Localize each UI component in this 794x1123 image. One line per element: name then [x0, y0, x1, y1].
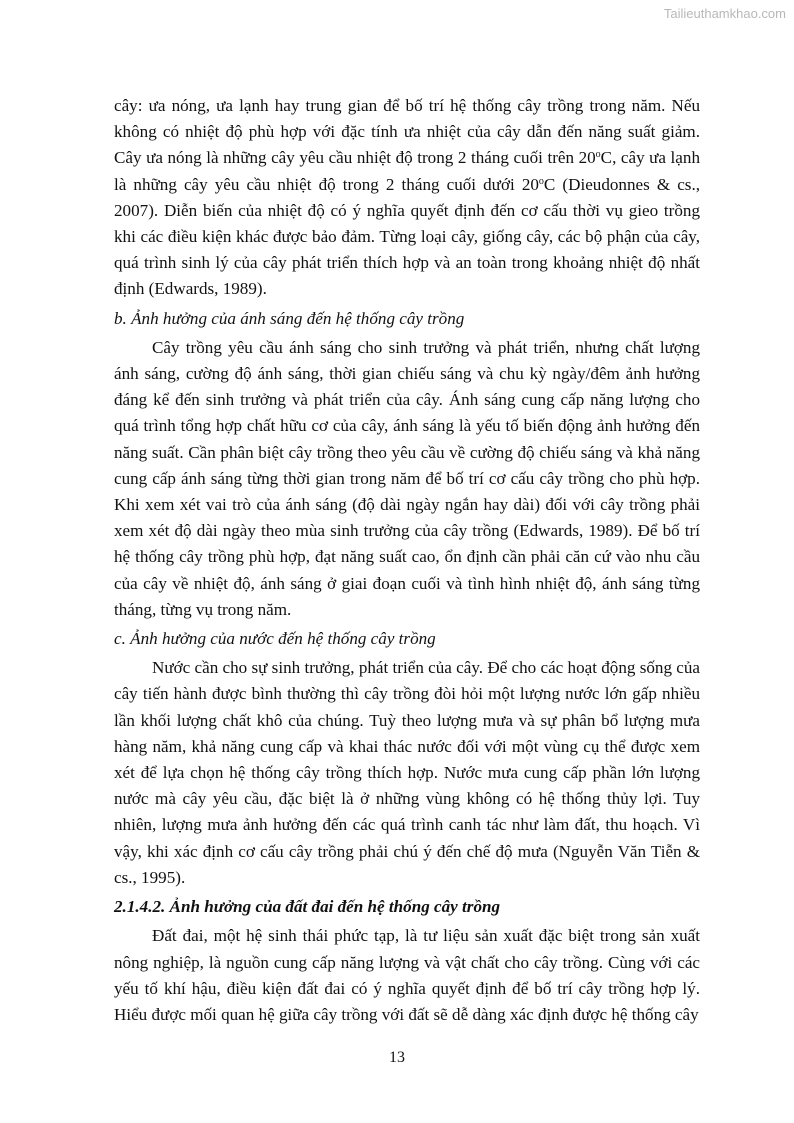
heading-light: b. Ảnh hưởng của ánh sáng đến hệ thống cây trồng: [114, 308, 465, 328]
degree-superscript: o: [595, 149, 601, 161]
paragraph-text: cây: ưa nóng, ưa lạnh hay trung gian để bố trí hệ thống cây trồng trong năm. Nếu không có nhiệt độ phù hợp với đặc tính ưa nhiệt của cây dẫn đến năng suất giảm. Cây ưa nóng là những cây yêu cầu nhiệt độ trong 2 tháng cuối trên 20: [114, 96, 700, 168]
degree-superscript: o: [538, 175, 544, 187]
paragraph-water: Nước cần cho sự sinh trưởng, phát triển của cây. Để cho các hoạt động sống của cây tiến hành được bình thường thì cây trồng đòi hỏi một lượng nước lớn gấp nhiều lần khối lượng chất khô của chúng. Tuỳ theo lượng mưa và sự phân bổ lượng mưa hàng năm, khả năng cung cấp và khai thác nước đối với một vùng cụ thể được xem xét để lựa chọn hệ thống cây trồng thích hợp. Nước mưa cung cấp phần lớn lượng nước mà cây yêu cầu, đặc biệt là ở những vùng không có hệ thống thủy lợi. Tuy nhiên, lượng mưa ảnh hưởng đến các quá trình canh tác như làm đất, thu hoạch. Vì vậy, khi xác định cơ cấu cây trồng phải chú ý đến chế độ mưa (Nguyễn Văn Tiễn & cs., 1995).: [114, 658, 700, 887]
heading-water: c. Ảnh hưởng của nước đến hệ thống cây trồng: [114, 629, 436, 649]
page-number: 13: [389, 1049, 405, 1066]
paragraph-text: C, cây ưa lạnh là những cây yêu cầu nhiệt độ trong 2 tháng cuối dưới 20: [114, 148, 700, 194]
paragraph-light: Cây trồng yêu cầu ánh sáng cho sinh trưởng và phát triển, nhưng chất lượng ánh sáng, cường độ ánh sáng, thời gian chiếu sáng và chu kỳ ngày/đêm ảnh hưởng đáng kể đến sinh trưởng và phát triển của cây. Ánh sáng cung cấp năng lượng cho quá trình tổng hợp chất hữu cơ của cây, ánh sáng là yếu tố biến động ảnh hưởng đến năng suất. Cần phân biệt cây trồng theo yêu cầu về cường độ chiếu sáng và khả năng cung cấp ánh sáng từng thời gian trong năm để bố trí cơ cấu cây trồng cho phù hợp. Khi xem xét vai trò của ánh sáng (độ dài ngày ngắn hay dài) đối với cây trồng phải xem xét độ dài ngày theo mùa sinh trưởng của cây trồng (Edwards, 1989). Để bố trí hệ thống cây trồng phù hợp, đạt năng suất cao, ổn định cần phải căn cứ vào nhu cầu của cây về nhiệt độ, ánh sáng ở giai đoạn cuối và tình hình nhiệt độ, ánh sáng từng tháng, từng vụ trong năm.: [114, 337, 700, 619]
watermark: Tailieuthamkhao.com: [663, 6, 786, 21]
paragraph-soil: Đất đai, một hệ sinh thái phức tạp, là tư liệu sản xuất đặc biệt trong sản xuất nông nghiệp, là nguồn cung cấp năng lượng và vật chất cho cây trồng. Cùng với các yếu tố khí hậu, điều kiện đất đai có ý nghĩa quyết định để bố trí cây trồng hợp lý. Hiểu được mối quan hệ giữa cây trồng với đất sẽ dễ dàng xác định được hệ thống cây: [114, 926, 700, 1024]
paragraph-text: C (Dieudonnes & cs., 2007). Diễn biến của nhiệt độ có ý nghĩa quyết định đến cơ cấu thời vụ gieo trồng khi các điều kiện khác được bảo đảm. Từng loại cây, giống cây, các bộ phận của cây, quá trình sinh lý của cây phát triển thích hợp và an toàn trong khoảng nhiệt độ nhất định (Edwards, 1989).: [114, 174, 701, 299]
document-body: [114, 93, 700, 1028]
paragraph-temperature: [114, 93, 700, 303]
heading-soil: 2.1.4.2. Ảnh hưởng của đất đai đến hệ thống cây trồng: [114, 897, 501, 917]
